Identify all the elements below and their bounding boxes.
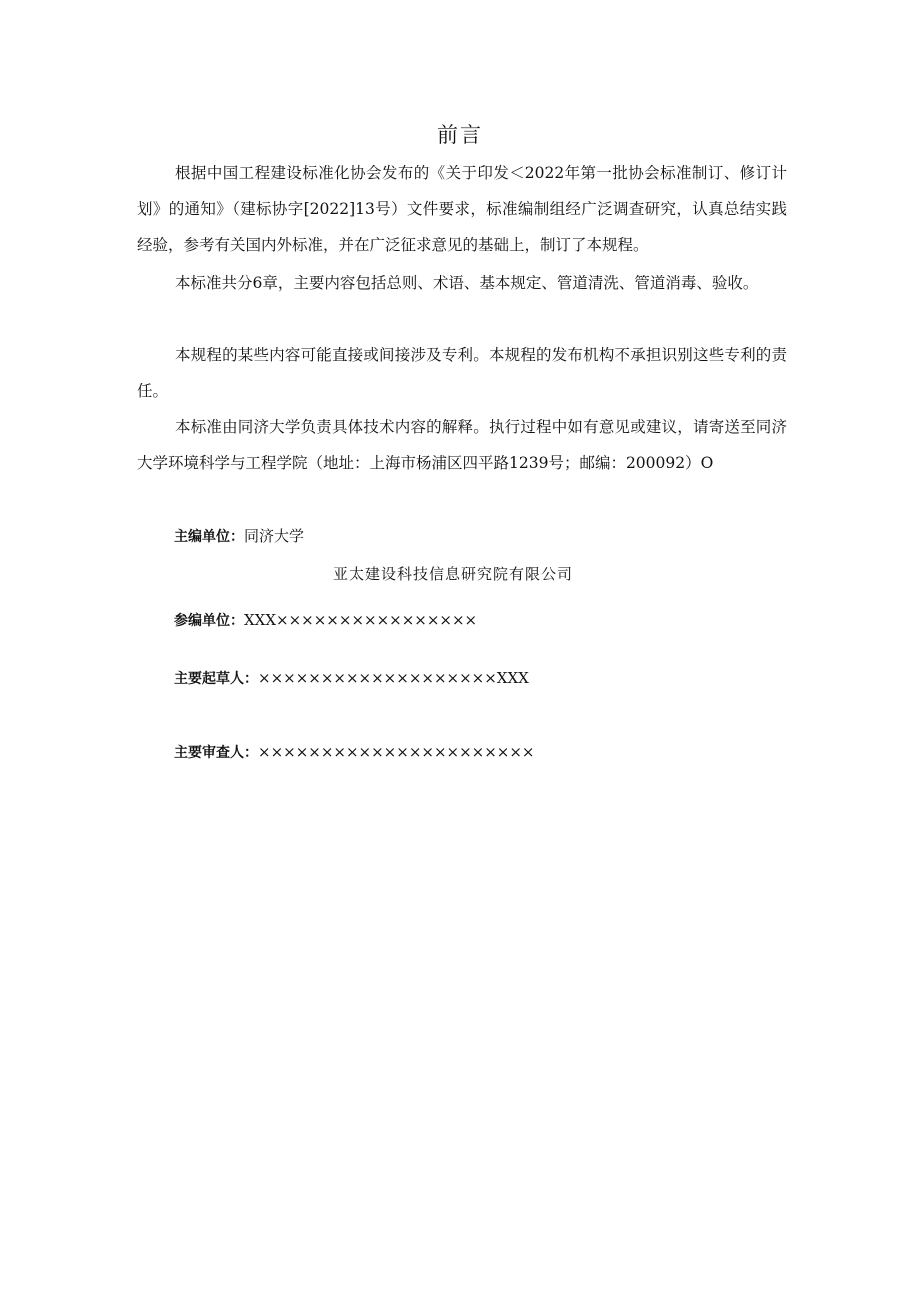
reviewers-line [174, 740, 535, 765]
co-unit-line [174, 608, 477, 633]
co-unit-value: XXX×××××××××××××××× [244, 611, 478, 629]
co-unit-label: 参编单位： [174, 613, 244, 629]
chief-unit-first: 同济大学 [244, 527, 305, 545]
drafters-label: 主要起草人： [174, 671, 258, 687]
paragraph-interpretation: 本标准由同济大学负责具体技术内容的解释。执行过程中如有意见或建议，请寄送至同济大学环境科学与工程学院（地址：上海市杨浦区四平路1239号；邮编：200092）O [137, 418, 787, 472]
chief-unit-second: 亚太建设科技信息研究院有限公司 [333, 565, 574, 583]
reviewers-value: ×××××××××××××××××××××× [258, 743, 535, 761]
drafters-line [174, 666, 529, 691]
drafters-value: ×××××××××××××××××××XXX [258, 669, 529, 687]
paragraph-chapters: 本标准共分6章，主要内容包括总则、术语、基本规定、管道清洗、管道消毒、验收。 [175, 274, 759, 292]
reviewers-label: 主要审查人： [174, 745, 258, 761]
chief-unit-line [174, 524, 304, 549]
paragraph-basis: 根据中国工程建设标准化协会发布的《关于印发＜2022年第一批协会标准制订、修订计划》的通知》（建标协字[2022]13号）文件要求，标准编制组经广泛调查研究，认真总结实践经验，参考有关国内外标准，并在广泛征求意见的基础上，制订了本规程。 [137, 164, 787, 254]
paragraph-patents: 本规程的某些内容可能直接或间接涉及专利。本规程的发布机构不承担识别这些专利的责任。 [137, 346, 787, 400]
chief-unit-label: 主编单位： [174, 529, 244, 545]
page-title: 前言 [437, 123, 483, 147]
